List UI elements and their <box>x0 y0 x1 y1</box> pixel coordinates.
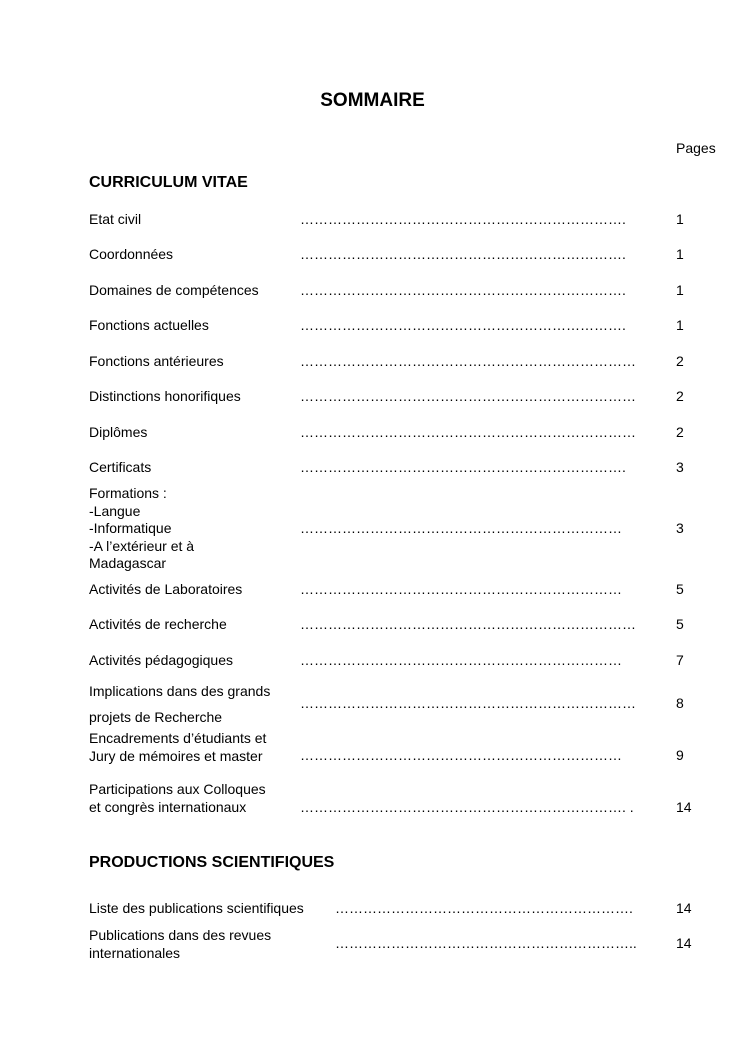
toc-entry-page: 2 <box>676 388 684 404</box>
toc-entry-page: 1 <box>676 211 684 227</box>
toc-entry-leader: ……………………………………………………………. <box>300 246 626 262</box>
toc-entry-page: 14 <box>676 799 692 815</box>
toc-entry-page: 5 <box>676 616 684 632</box>
toc-entry-leader: ……………………………………………………………… <box>300 353 636 369</box>
toc-entry-label: Implications dans des grands projets de Recherche <box>89 683 271 725</box>
toc-entry-leader: ……………………………………………………………… <box>300 424 636 440</box>
toc-entry-leader: ……………………………………………………………… <box>300 695 636 711</box>
toc-entry-label: Publications dans des revues internationales <box>89 927 272 961</box>
toc-entry-label: Activités de recherche <box>89 616 227 632</box>
toc-entry-label: Distinctions honorifiques <box>89 388 241 404</box>
section-heading-cv: CURRICULUM VITAE <box>89 174 248 191</box>
toc-entry-leader: ……………………………………………………………. <box>300 317 626 333</box>
toc-entry-page: 9 <box>676 747 684 763</box>
toc-entry-leader: ………………………………………………………. <box>335 900 633 916</box>
toc-entry-page: 1 <box>676 246 684 262</box>
toc-entry-label: Activités pédagogiques <box>89 652 233 668</box>
toc-entry-leader: ……………………………………………………………. <box>300 282 626 298</box>
toc-entry-page: 1 <box>676 317 684 333</box>
pages-column-label: Pages <box>676 140 716 156</box>
toc-entry-leader: …………………………………………………………… <box>300 520 622 536</box>
page-title: SOMMAIRE <box>320 90 425 111</box>
section-heading-productions: PRODUCTIONS SCIENTIFIQUES <box>89 854 335 871</box>
toc-entry-label: Activités de Laboratoires <box>89 581 243 597</box>
toc-entry-page: 3 <box>676 459 684 475</box>
toc-entry-label: Etat civil <box>89 211 142 227</box>
toc-entry-page: 7 <box>676 652 684 668</box>
toc-entry-label: Diplômes <box>89 424 148 440</box>
toc-entry-page: 14 <box>676 900 692 916</box>
toc-entry-leader: ……………………………………………………………. <box>300 211 626 227</box>
toc-entry-label: Coordonnées <box>89 246 174 262</box>
toc-entry-page: 2 <box>676 424 684 440</box>
toc-entry-label: Participations aux Colloques et congrès internationaux <box>89 781 266 815</box>
toc-entry-label: Domaines de compétences <box>89 282 259 298</box>
toc-entry-label: Liste des publications scientifiques <box>89 900 304 916</box>
toc-entry-leader: ……………………………………………………………. . <box>300 799 634 815</box>
toc-entry-leader: ……………………………………………………….. <box>335 935 637 951</box>
toc-entry-leader: ……………………………………………………………… <box>300 616 636 632</box>
toc-entry-label: Fonctions actuelles <box>89 317 209 333</box>
toc-entry-leader: ……………………………………………………………… <box>300 388 636 404</box>
toc-entry-leader: …………………………………………………………… <box>300 652 622 668</box>
toc-entry-leader: …………………………………………………………… <box>300 747 622 763</box>
toc-entry-label: Formations : -Langue -Informatique -A l’extérieur et à Madagascar <box>89 485 195 571</box>
toc-entry-page: 3 <box>676 520 684 536</box>
toc-entry-label: Certificats <box>89 459 152 475</box>
toc-entry-label: Fonctions antérieures <box>89 353 224 369</box>
toc-entry-page: 5 <box>676 581 684 597</box>
toc-entry-page: 1 <box>676 282 684 298</box>
toc-entry-leader: ……………………………………………………………. <box>300 459 626 475</box>
toc-entry-leader: …………………………………………………………… <box>300 581 622 597</box>
toc-entry-page: 8 <box>676 695 684 711</box>
toc-entry-page: 2 <box>676 353 684 369</box>
toc-entry-page: 14 <box>676 935 692 951</box>
toc-entry-label: Encadrements d’étudiants et Jury de mémoires et master <box>89 730 267 764</box>
